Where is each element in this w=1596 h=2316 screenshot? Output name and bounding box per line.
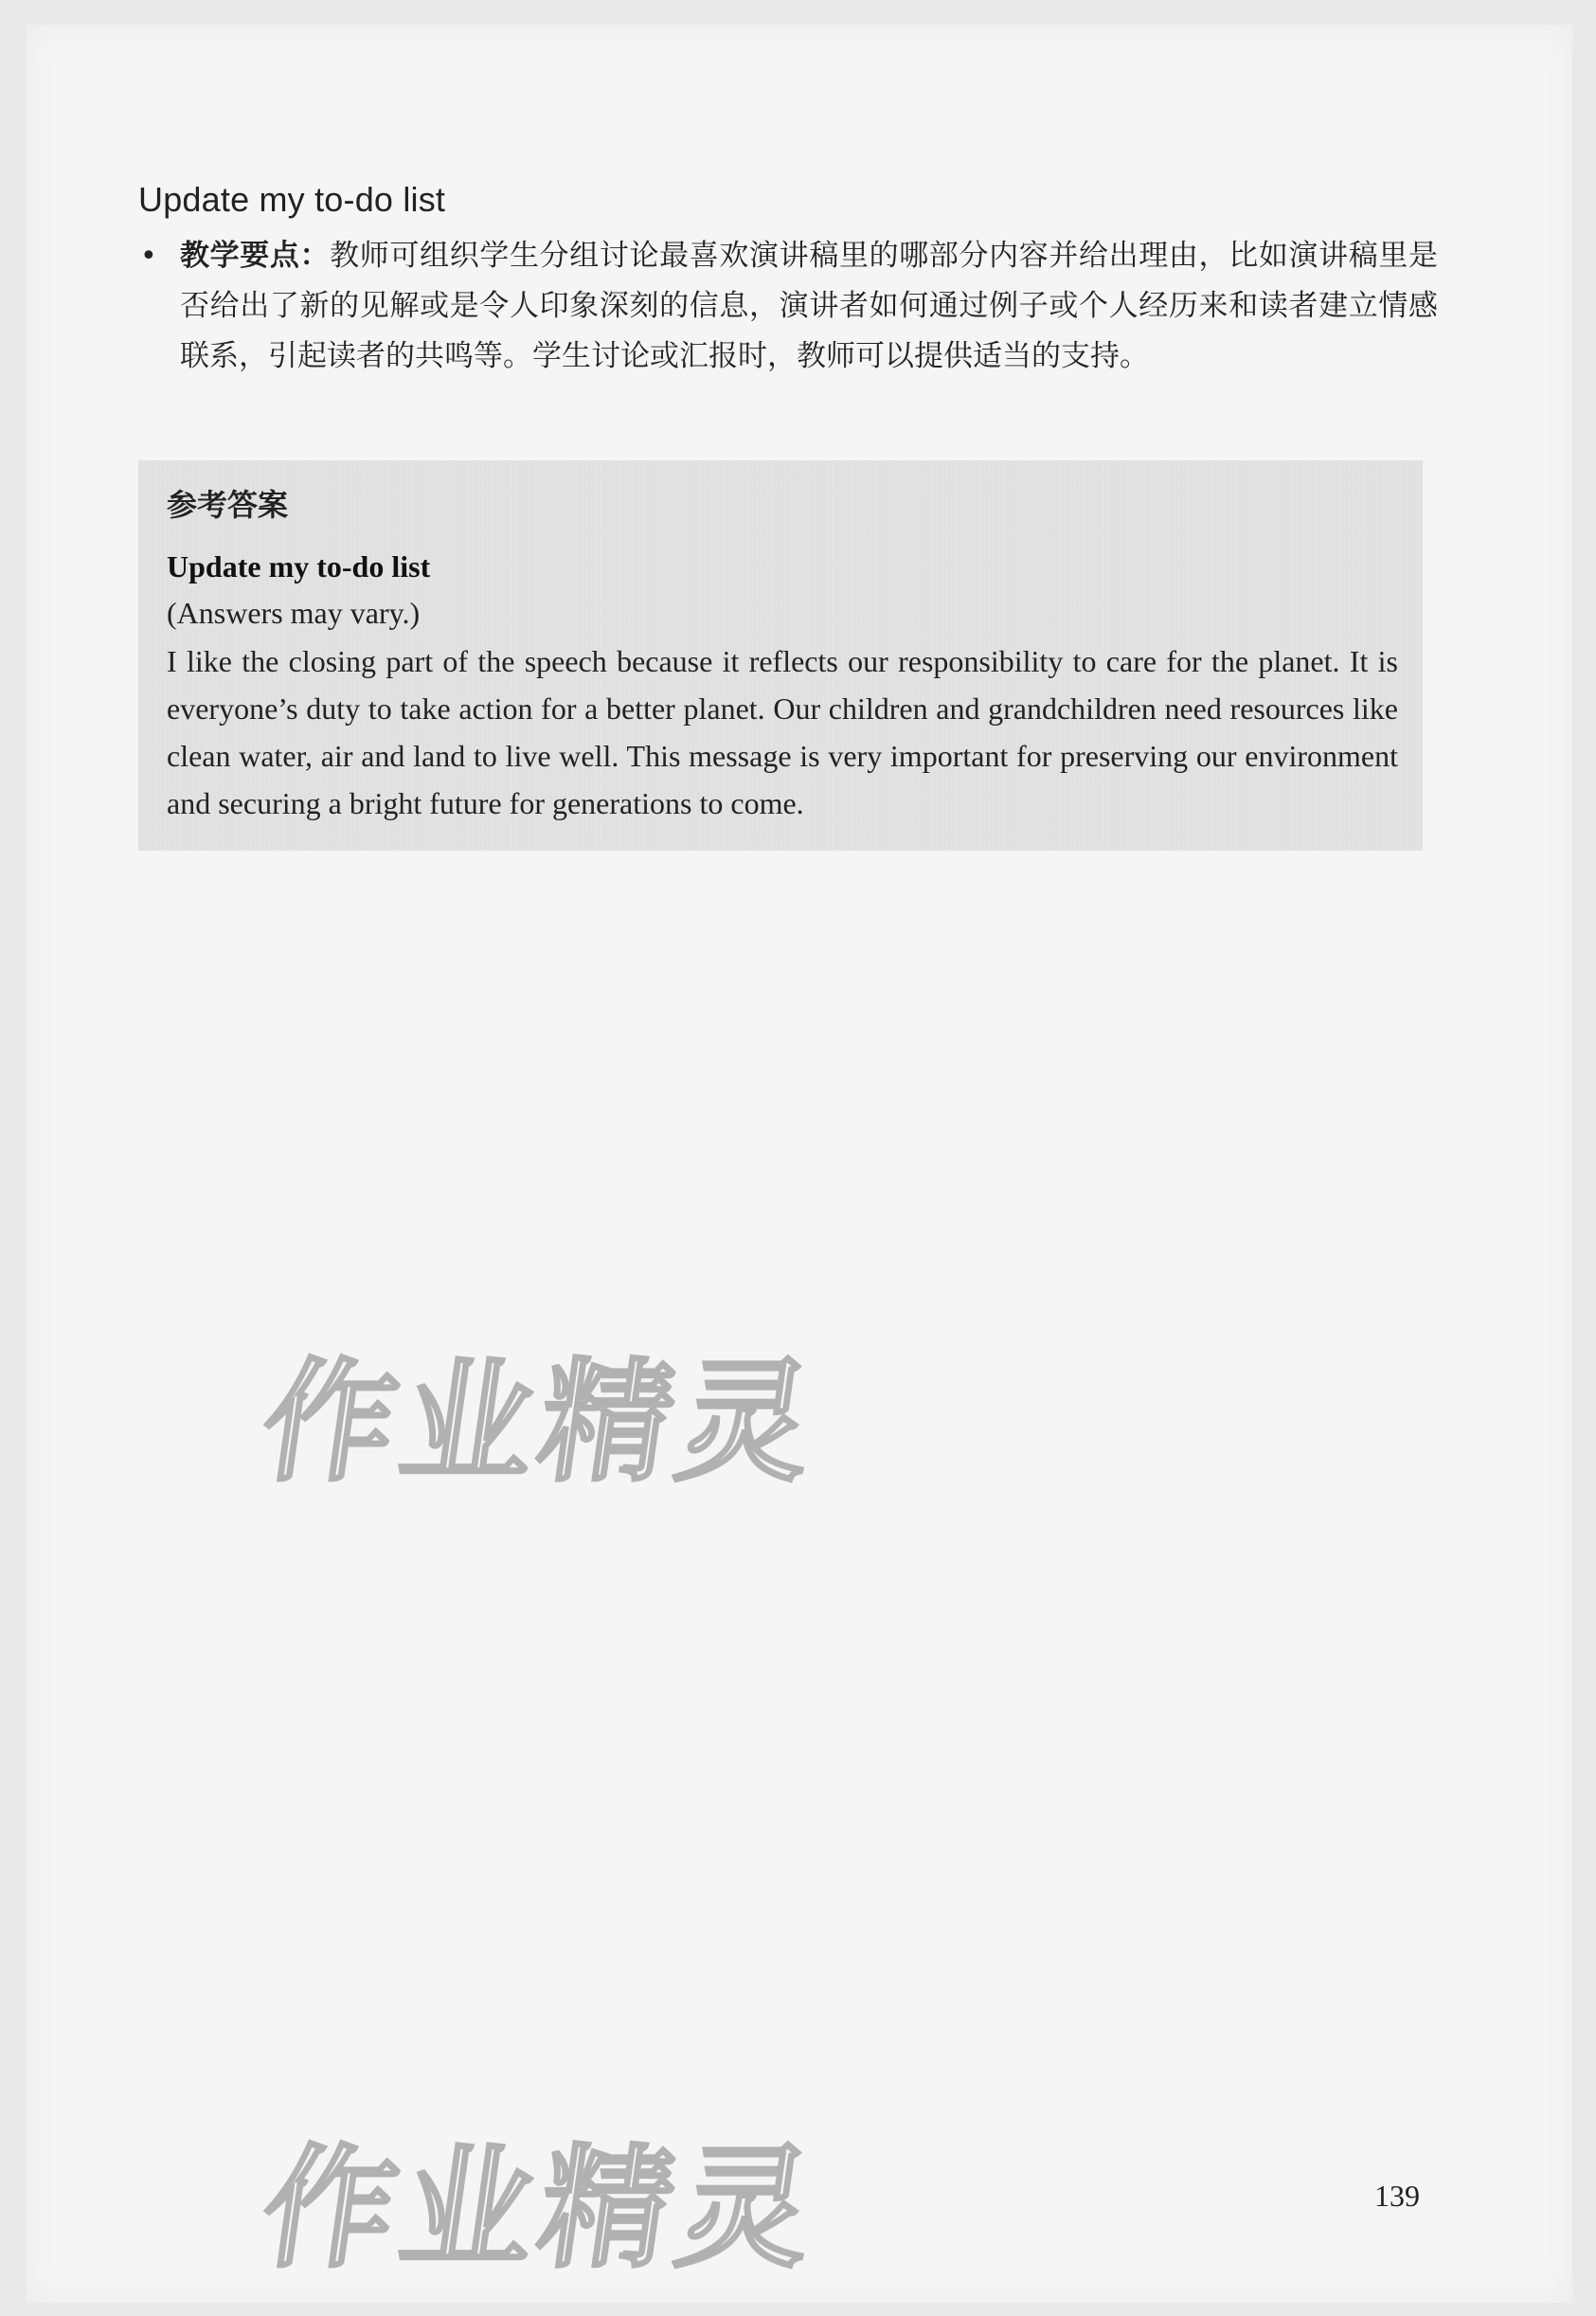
reference-answer-box: [138, 460, 1423, 851]
watermark-logo: 作业精灵: [252, 1346, 828, 1500]
bullet-text: 教师可组织学生分组讨论最喜欢演讲稿里的哪部分内容并给出理由，比如演讲稿里是否给出了新的见解或是令人印象深刻的信息，演讲者如何通过例子或个人经历来和读者建立情感联系，引起读者的共鸣等。学生讨论或汇报时，教师可以提供适当的支持。: [180, 239, 1438, 373]
bullet-marker: •: [140, 240, 157, 273]
page-number: 139: [1374, 2179, 1420, 2213]
answer-note: (Answers may vary.): [167, 596, 421, 630]
bullet-text-block: [180, 231, 1438, 382]
teaching-points-bullet: [140, 231, 1438, 382]
watermark-logo: 作业精灵: [252, 2132, 828, 2287]
answer-heading: 参考答案: [167, 487, 289, 523]
bullet-label: 教学要点：: [180, 239, 331, 273]
answer-subheading: Update my to-do list: [167, 549, 431, 583]
section-title: Update my to-do list: [138, 180, 446, 219]
answer-body: I like the closing part of the speech because it reflects our responsibility to care for the planet. It is everyone’s duty to take action for a better planet. Our children and grandchildren need resources like clean water, air and land to live well. This message is very important for preserving our environment and securing a bright future for generations to come.: [167, 644, 1398, 820]
